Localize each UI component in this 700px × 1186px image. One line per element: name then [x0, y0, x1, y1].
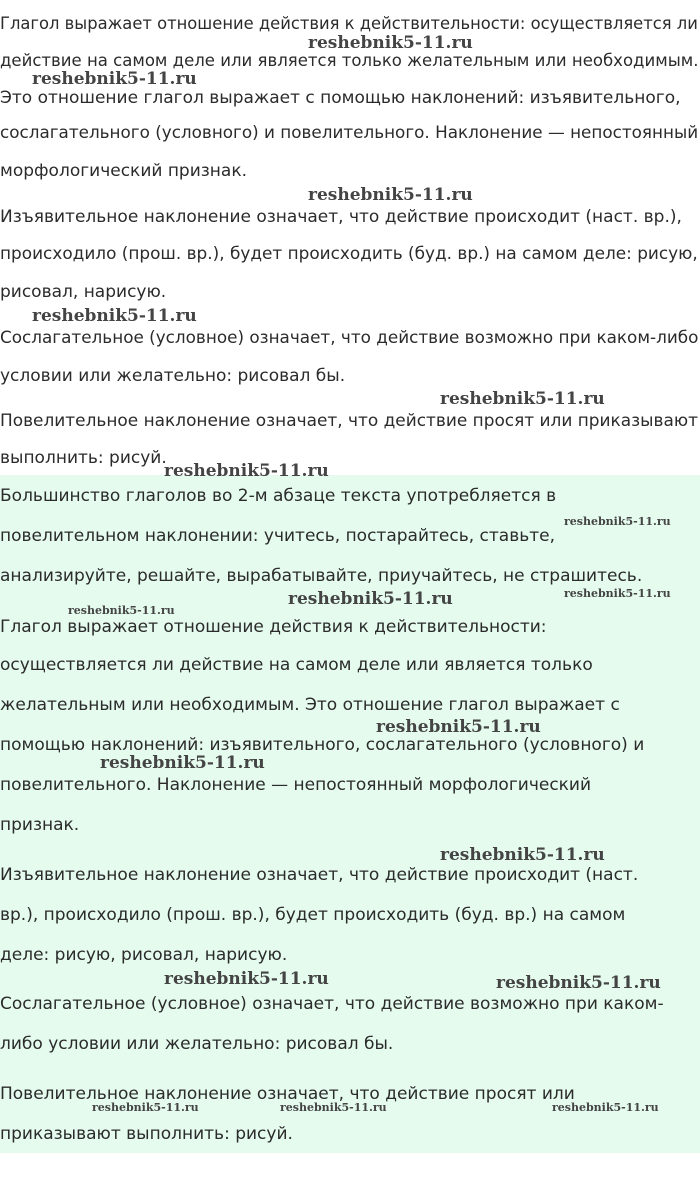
- text-line: Сослагательное (условное) означает, что действие возможно при каком-либо: [0, 328, 699, 348]
- watermark: reshebnik5-11.ru: [440, 845, 605, 865]
- watermark: reshebnik5-11.ru: [552, 1101, 659, 1114]
- watermark: reshebnik5-11.ru: [308, 185, 473, 205]
- watermark: reshebnik5-11.ru: [564, 515, 671, 528]
- watermark: reshebnik5-11.ru: [164, 461, 329, 481]
- text-line: Повелительное наклонение означает, что действие просят или: [0, 1084, 575, 1104]
- text-line: рисовал, нарисую.: [0, 282, 167, 302]
- text-line: условии или желательно: рисовал бы.: [0, 366, 346, 386]
- watermark: reshebnik5-11.ru: [100, 753, 265, 773]
- text-line: морфологический признак.: [0, 161, 248, 181]
- watermark: reshebnik5-11.ru: [32, 306, 197, 326]
- text-line: действие на самом деле или является только желательным или необходимым.: [0, 51, 699, 71]
- text-line: либо условии или желательно: рисовал бы.: [0, 1034, 394, 1054]
- watermark: reshebnik5-11.ru: [92, 1101, 199, 1114]
- watermark: reshebnik5-11.ru: [496, 973, 661, 993]
- text-line: происходило (прош. вр.), будет происходить (буд. вр.) на самом деле: рисую,: [0, 244, 698, 264]
- watermark: reshebnik5-11.ru: [164, 969, 329, 989]
- text-line: деле: рисую, рисовал, нарисую.: [0, 945, 288, 965]
- text-line: помощью наклонений: изъявительного, сослагательного (условного) и: [0, 735, 645, 755]
- text-line: Большинство глаголов во 2-м абзаце текста употребляется в: [0, 486, 557, 506]
- watermark: reshebnik5-11.ru: [376, 717, 541, 737]
- text-line: осуществляется ли действие на самом деле или является только: [0, 655, 593, 675]
- text-line: выполнить: рисуй.: [0, 448, 167, 468]
- text-line: Изъявительное наклонение означает, что действие происходит (наст.: [0, 865, 639, 885]
- text-line: повелительного. Наклонение — непостоянный морфологический: [0, 775, 592, 795]
- text-line: Глагол выражает отношение действия к действительности: осуществляется ли: [0, 14, 698, 34]
- watermark: reshebnik5-11.ru: [564, 587, 671, 600]
- watermark: reshebnik5-11.ru: [440, 389, 605, 409]
- text-line: анализируйте, решайте, вырабатывайте, приучайтесь, не страшитесь.: [0, 566, 643, 586]
- text-line: Это отношение глагол выражает с помощью наклонений: изъявительного,: [0, 88, 681, 108]
- text-line: Глагол выражает отношение действия к действительности:: [0, 617, 547, 637]
- text-line: признак.: [0, 815, 80, 835]
- text-line: Изъявительное наклонение означает, что действие происходит (наст. вр.),: [0, 207, 682, 227]
- watermark: reshebnik5-11.ru: [32, 69, 197, 89]
- text-line: желательным или необходимым. Это отношение глагол выражает с: [0, 695, 620, 715]
- text-line: приказывают выполнить: рисуй.: [0, 1124, 293, 1144]
- watermark: reshebnik5-11.ru: [280, 1101, 387, 1114]
- text-line: вр.), происходило (прош. вр.), будет происходить (буд. вр.) на самом: [0, 905, 626, 925]
- watermark: reshebnik5-11.ru: [288, 589, 453, 609]
- text-line: Повелительное наклонение означает, что действие просят или приказывают: [0, 411, 698, 431]
- text-line: повелительном наклонении: учитесь, постарайтесь, ставьте,: [0, 526, 556, 546]
- text-line: Сослагательное (условное) означает, что действие возможно при каком-: [0, 994, 664, 1014]
- watermark: reshebnik5-11.ru: [308, 33, 473, 53]
- watermark: reshebnik5-11.ru: [68, 604, 175, 617]
- text-line: сослагательного (условного) и повелительного. Наклонение — непостоянный: [0, 123, 699, 143]
